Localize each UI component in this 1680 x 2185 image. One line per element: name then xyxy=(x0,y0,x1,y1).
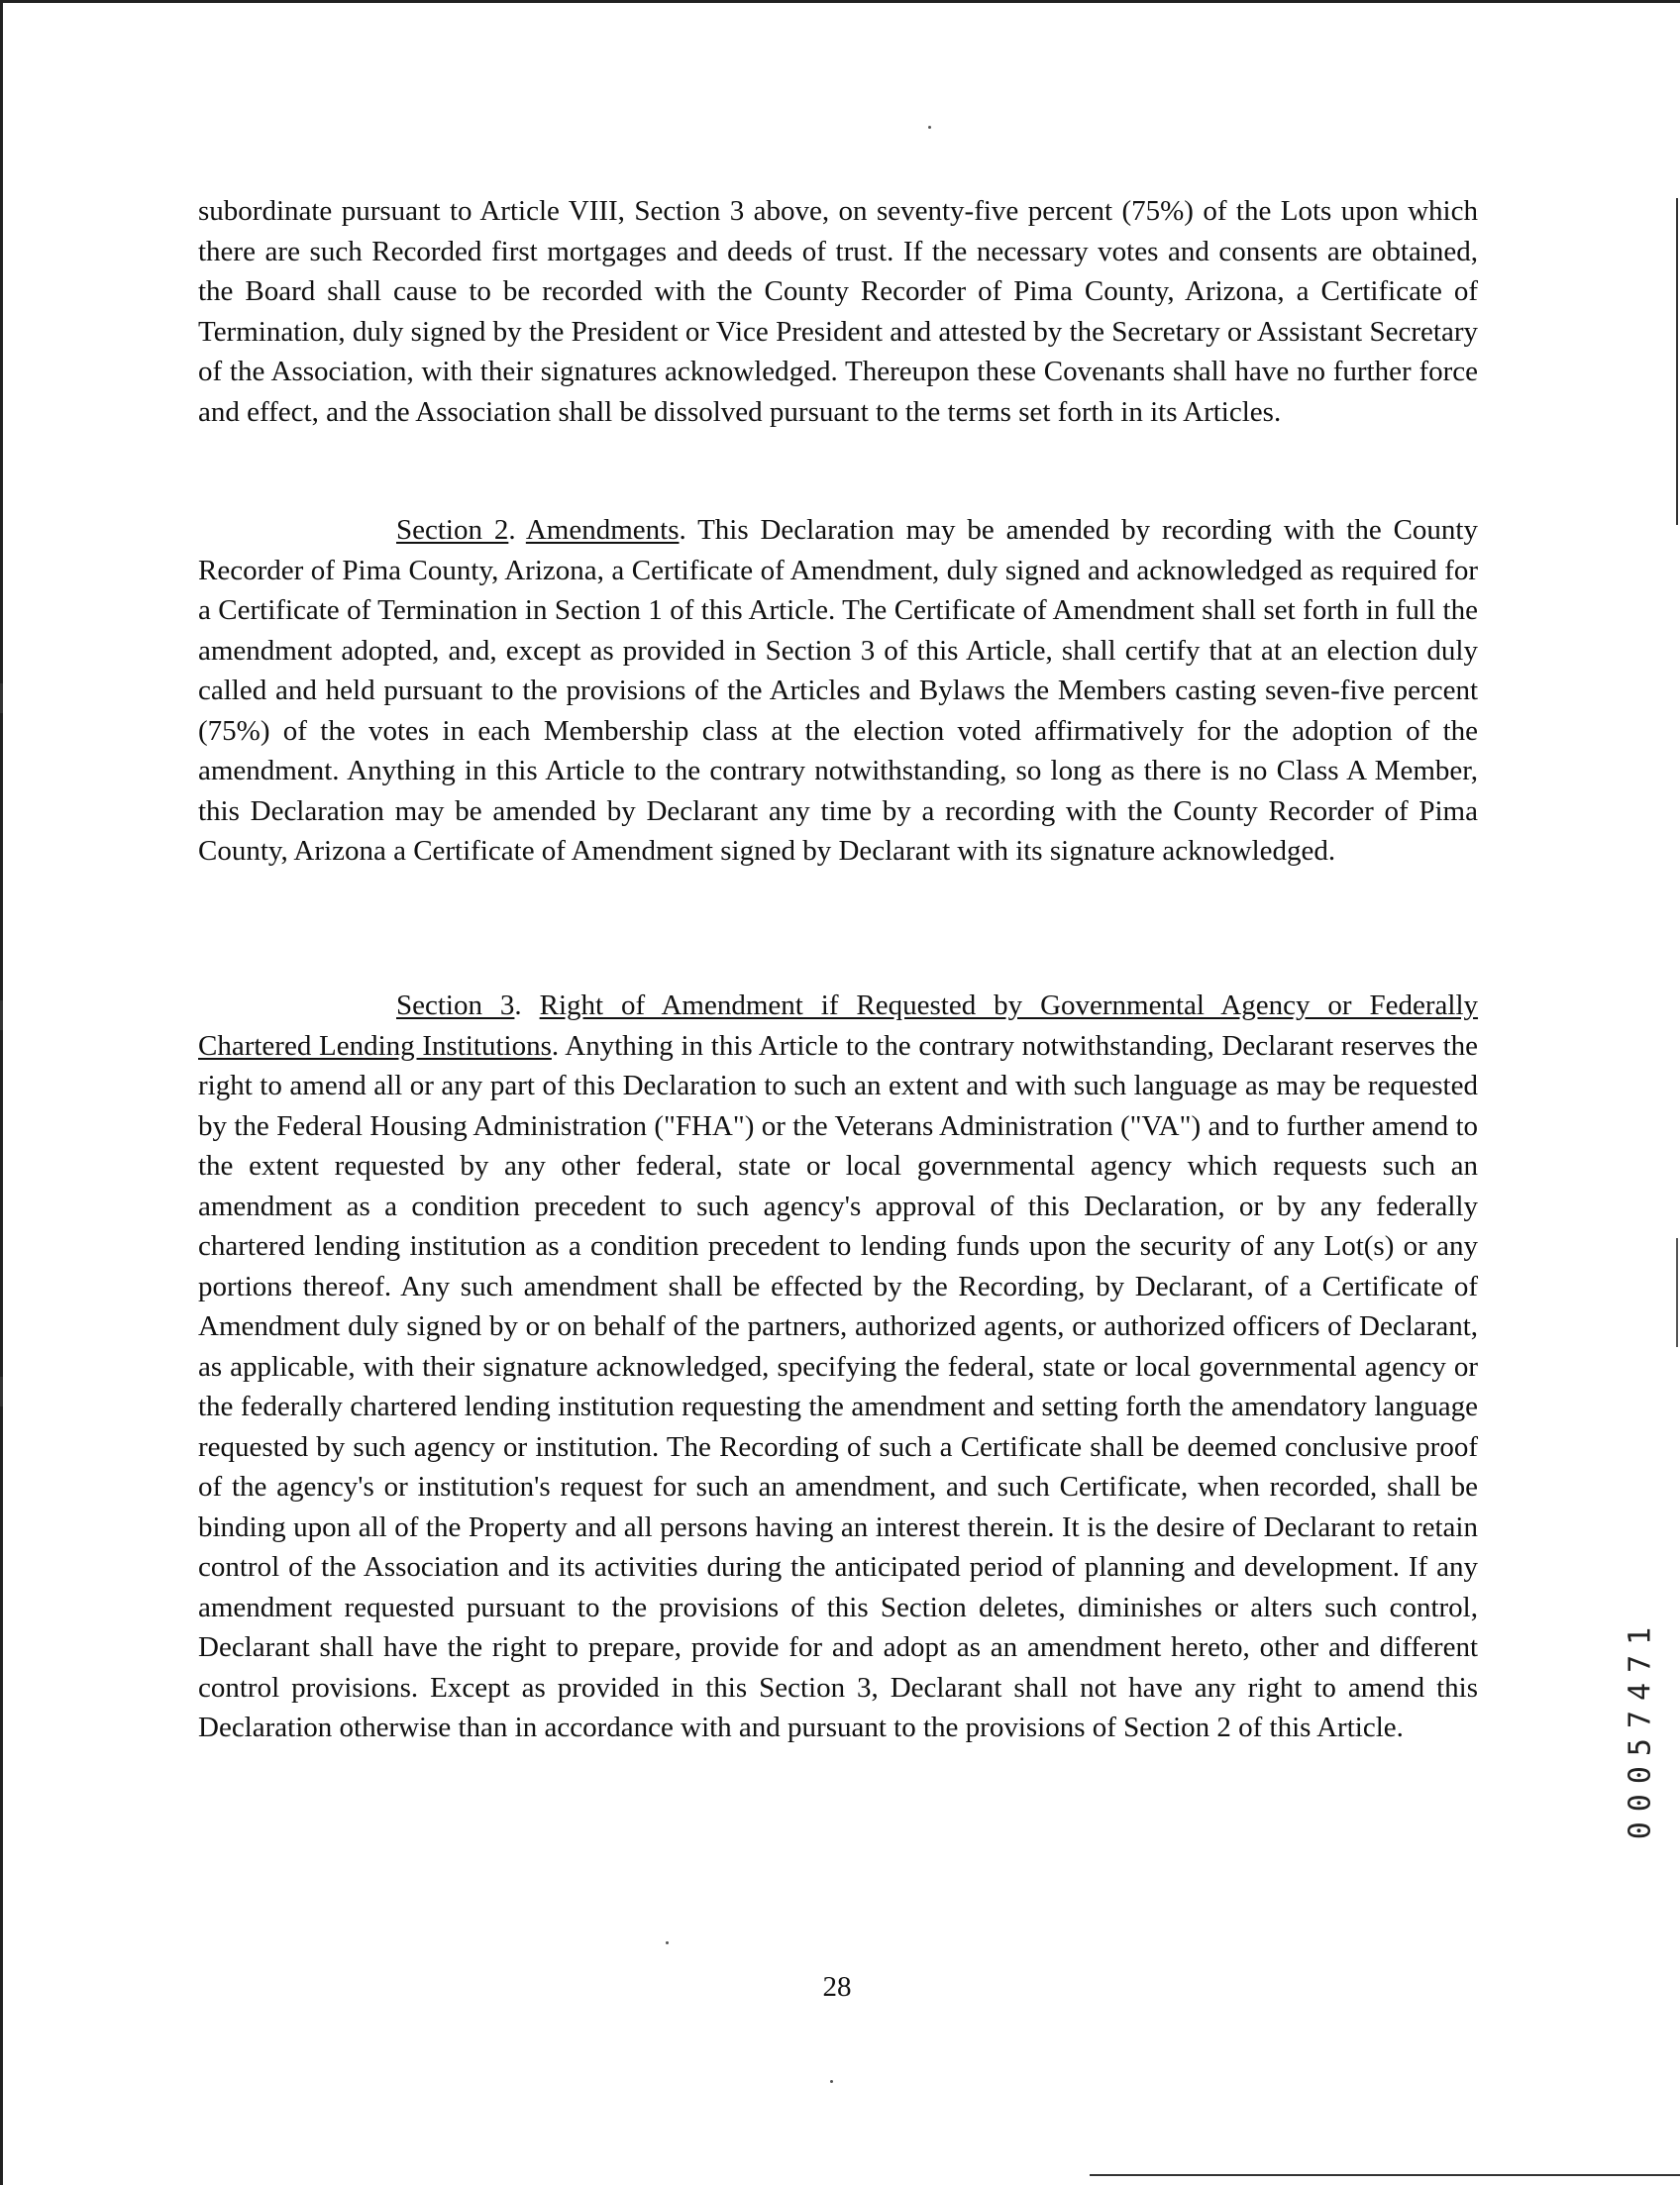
section-3-title: Right of Amendment if Requested by Governmental Agency or Federally Chartered Lending Institutions xyxy=(198,989,1479,1062)
scan-speck xyxy=(666,1941,669,1944)
scan-edge-mark xyxy=(0,1377,3,1406)
scan-edge-top xyxy=(0,0,1680,3)
section-2-title: Amendments xyxy=(525,514,680,546)
scan-speck xyxy=(928,126,931,129)
section-3-right-of-amendment: Section 3. Right of Amendment if Requested by Governmental Agency or Federally Chartered Lending Institutions. Anything in this Article to the contrary notwithstanding, Declarant reserves the right to amend all or any part of this Declaration to such an extent and with such language as may be requested by the Federal Housing Administration ("FHA") or the Veterans Administration ("VA") and to further amend to the extent requested by any other federal, state or local governmental agency which requests such an amendment as a condition precedent to such agency's approval of this Declaration, or by any federally chartered lending institution as a condition precedent to lending funds upon the security of any Lot(s) or any portions thereof. Any such amendment shall be effected by the Recording, by Declarant, of a Certificate of Amendment duly signed by or on behalf of the partners, authorized agents, or authorized officers of Declarant, as applicable, with their signature acknowledged, specifying the federal, state or local governmental agency or the federally chartered lending institution requesting the amendment and setting forth the amendatory language requested by such agency or institution. The Recording of such a Certificate shall be deemed conclusive proof of the agency's or institution's request for such an amendment, and such Certificate, when recorded, shall be binding upon all of the Property and all persons having an interest therein. It is the desire of Declarant to retain control of the Association and its activities during the anticipated period of planning and development. If any amendment requested pursuant to the provisions of this Section deletes, diminishes or alters such control, Declarant shall have the right to prepare, provide for and adopt as an amendment hereto, other and different control provisions. Except as provided in this Section 3, Declarant shall not have any right to amend this Declaration otherwise than in accordance with and pursuant to the provisions of Section 2 of this Article. xyxy=(198,989,1479,1743)
page-number: 28 xyxy=(822,1971,852,2003)
scan-edge-mark xyxy=(0,1000,3,1030)
scan-edge-right xyxy=(1676,1238,1678,1347)
section-2-body: This Declaration may be amended by recording with the County Recorder of Pima County, Arizona, a Certificate of Amendment, duly signed and acknowledged as required for a Certificate of Termination in Section 1 of this Article. The Certificate of Amendment shall set forth in full the amendment adopted, and, except as provided in Section 3 of this Article, shall certify that at an election duly called and held pursuant to the provisions of the Articles and Bylaws the Members casting seven-five percent (75%) of the votes in each Membership class at the election voted affirmatively for the adoption of the amendment. Anything in this Article to the contrary notwithstanding, so long as there is no Class A Member, this Declaration may be amended by Declarant any time by a recording with the County Recorder of Pima County, Arizona a Certificate of Amendment signed by Declarant with its signature acknowledged. xyxy=(198,514,1478,867)
scan-edge-mark xyxy=(0,683,3,713)
margin-stamp-text: 00057471 xyxy=(1623,1616,1658,1840)
section-3-body: Anything in this Article to the contrary notwithstanding, Declarant reserves the right to amend all or any part of this Declaration to such an extent and with such language as may be requested by the Federal Housing Administration ("FHA") or the Veterans Administration ("VA") and to further amend to the extent requested by any other federal, state or local governmental agency which requests such an amendment as a condition precedent to such agency's approval of this Declaration, or by any federally chartered lending institution as a condition precedent to lending funds upon the security of any Lot(s) or any portions thereof. Any such amendment shall be effected by the Recording, by Declarant, of a Certificate of Amendment duly signed by or on behalf of the partners, authorized agents, or authorized officers of Declarant, as applicable, with their signature acknowledged, specifying the federal, state or local governmental agency or the federally chartered lending institution requesting the amendment and setting forth the amendatory language requested by such agency or institution. The Recording of such a Certificate shall be deemed conclusive proof of the agency's or institution's request for such an amendment, and such Certificate, when recorded, shall be binding upon all of the Property and all persons having an interest therein. It is the desire of Declarant to retain control of the Association and its activities during the anticipated period of planning and development. If any amendment requested pursuant to the provisions of this Section deletes, diminishes or alters such control, Declarant shall have the right to prepare, provide for and adopt as an amendment hereto, other and different control provisions. Except as provided in this Section 3, Declarant shall not have any right to amend this Declaration otherwise than in accordance with and pursuant to the provisions of Section 2 of this Article. xyxy=(198,1029,1479,1743)
paragraph-text: subordinate pursuant to Article VIII, Section 3 above, on seventy-five percent (75%) of the Lots upon which there are such Recorded first mortgages and deeds of trust. If the necessary votes and consents are obtained, the Board shall cause to be recorded with the County Recorder of Pima County, Arizona, a Certificate of Termination, duly signed by the President or Vice President and attested by the Secretary or Assistant Secretary of the Association, with their signatures acknowledged. Thereupon these Covenants shall have no further force and effect, and the Association shall be dissolved pursuant to the terms set forth in its Articles. xyxy=(198,195,1478,428)
margin-recording-stamp xyxy=(1621,1555,1660,1902)
section-2-label: Section 2 xyxy=(396,514,509,546)
section-3-label: Section 3 xyxy=(396,989,515,1021)
paragraph-termination-continued xyxy=(198,191,1478,432)
section-2-amendments: Section 2. Amendments. This Declaration may be amended by recording with the County Recorder of Pima County, Arizona, a Certificate of Amendment, duly signed and acknowledged as required for a Certificate of Termination in Section 1 of this Article. The Certificate of Amendment shall set forth in full the amendment adopted, and, except as provided in Section 3 of this Article, shall certify that at an election duly called and held pursuant to the provisions of the Articles and Bylaws the Members casting seven-five percent (75%) of the votes in each Membership class at the election voted affirmatively for the adoption of the amendment. Anything in this Article to the contrary notwithstanding, so long as there is no Class A Member, this Declaration may be amended by Declarant any time by a recording with the County Recorder of Pima County, Arizona a Certificate of Amendment signed by Declarant with its signature acknowledged. xyxy=(198,514,1478,867)
scan-edge-left xyxy=(0,0,3,2185)
scan-speck xyxy=(830,2080,833,2083)
scan-edge-bottom xyxy=(1090,2174,1680,2176)
scan-edge-right xyxy=(1676,198,1678,525)
